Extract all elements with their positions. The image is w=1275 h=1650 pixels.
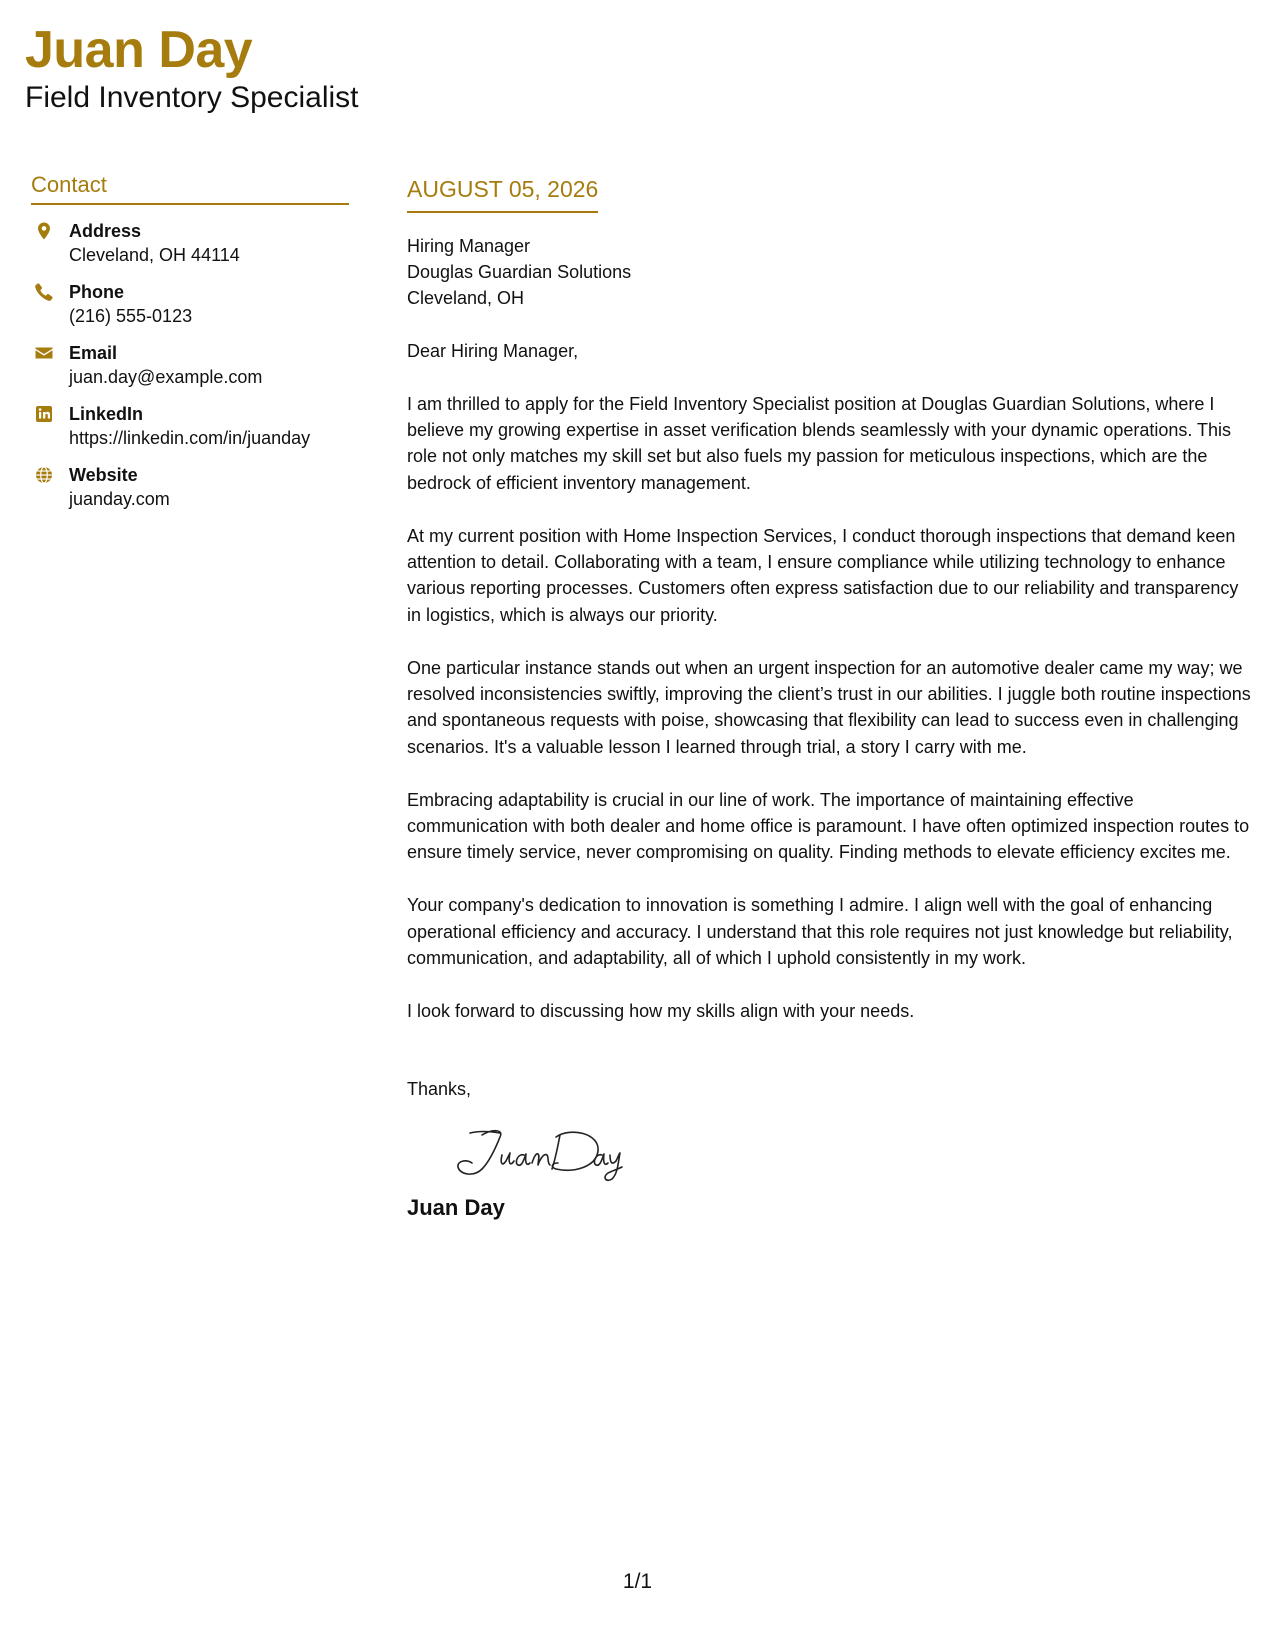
letter-paragraph: Embracing adaptability is crucial in our line of work. The importance of maintaining effective communication with both dealer and home office is paramount. I have often optimized inspection routes to ensure timely service, never compromising on quality. Finding methods to elevate efficiency excites me. bbox=[407, 789, 1250, 863]
letter-body bbox=[407, 176, 1252, 1221]
job-title: Field Inventory Specialist bbox=[25, 81, 359, 114]
contact-item-website bbox=[31, 463, 349, 512]
recipient-block bbox=[407, 233, 1252, 312]
phone-icon bbox=[34, 282, 54, 302]
globe-icon bbox=[34, 465, 54, 485]
email-value[interactable]: juan.day@example.com bbox=[69, 367, 263, 388]
contact-item-address bbox=[31, 219, 349, 268]
signer-name: Juan Day bbox=[407, 1194, 505, 1220]
letter-paragraph: One particular instance stands out when an urgent inspection for an automotive dealer came my way; we resolved inconsistencies swiftly, improving the client’s trust in our abilities. I juggle both routine inspections and spontaneous requests with poise, showcasing that flexibility can lead to success even in challenging scenarios. It's a valuable lesson I learned through trial, a story I carry with me. bbox=[407, 657, 1251, 757]
recipient-line: Hiring Manager bbox=[407, 235, 531, 256]
contact-sidebar bbox=[31, 172, 349, 524]
letter-paragraph: I look forward to discussing how my skills align with your needs. bbox=[407, 1000, 915, 1021]
applicant-name: Juan Day bbox=[25, 21, 253, 79]
contact-heading: Contact bbox=[31, 172, 349, 205]
contact-item-email bbox=[31, 341, 349, 390]
phone-label: Phone bbox=[69, 282, 125, 303]
salutation: Dear Hiring Manager, bbox=[407, 340, 579, 361]
linkedin-icon bbox=[34, 404, 54, 424]
location-pin-icon bbox=[34, 221, 54, 241]
contact-item-phone bbox=[31, 280, 349, 329]
address-value: Cleveland, OH 44114 bbox=[69, 245, 240, 266]
page-number: 1/1 bbox=[622, 1570, 653, 1593]
letter-paragraph: At my current position with Home Inspection Services, I conduct thorough inspections that demand keen attention to detail. Collaborating with a team, I ensure compliance while utilizing technology to enhance various reporting processes. Customers often express satisfaction due to our reliability and transparency in logistics, which is always our priority. bbox=[407, 525, 1239, 625]
linkedin-label: LinkedIn bbox=[69, 404, 144, 425]
email-label: Email bbox=[69, 343, 118, 364]
letter-paragraph: Your company's dedication to innovation is something I admire. I align well with the goal of enhancing operational efficiency and accuracy. I understand that this role requires not just knowledge but reliability, communication, and adaptability, all of which I uphold consistently in my work. bbox=[407, 895, 1233, 969]
phone-value: (216) 555-0123 bbox=[69, 306, 193, 327]
contact-item-linkedin bbox=[31, 402, 349, 451]
letter-paragraph: I am thrilled to apply for the Field Inventory Specialist position at Douglas Guardian Solutions, where I believe my growing expertise in asset verification blends seamlessly with your dynamic operations. This role not only matches my skill set but also fuels my passion for meticulous inspections, which are the bedrock of efficient inventory management. bbox=[407, 393, 1232, 493]
linkedin-value[interactable]: https://linkedin.com/in/juanday bbox=[69, 428, 311, 449]
recipient-line: Douglas Guardian Solutions bbox=[407, 262, 632, 282]
website-label: Website bbox=[69, 465, 138, 486]
handwritten-signature bbox=[452, 1123, 627, 1183]
recipient-line: Cleveland, OH bbox=[407, 288, 525, 309]
website-value[interactable]: juanday.com bbox=[69, 489, 170, 510]
envelope-icon bbox=[34, 343, 54, 363]
letter-date: AUGUST 05, 2026 bbox=[407, 176, 598, 213]
closing: Thanks, bbox=[407, 1079, 472, 1100]
address-label: Address bbox=[69, 221, 142, 242]
